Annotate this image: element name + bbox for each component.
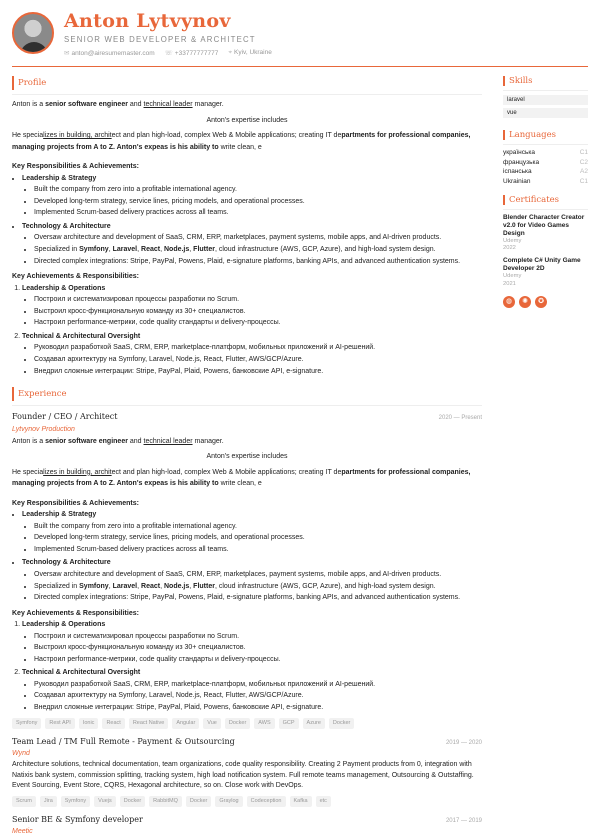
tag: Symfony (12, 718, 41, 729)
job-entry (12, 813, 482, 838)
tag: Codeception (247, 796, 286, 807)
list-item: • Выстроил кросс-функциональную команду из 30+ специалистов. (34, 642, 482, 654)
certificates-heading: Certificates (503, 195, 588, 205)
list-item: • Создавал архитектуру на Symfony, Laravel, Node.js, React, Flutter, AWS/GCP/Azure. (34, 354, 482, 366)
tag: Docker (120, 796, 145, 807)
tag: Docker (329, 718, 354, 729)
pin-icon: ⌖ (228, 49, 233, 56)
list-item: • Specialized in Symfony, Laravel, React, Node.js, Flutter, cloud infrastructure (AWS, GCP, Azure), and high-load system design. (34, 244, 482, 256)
list-item: • Внедрил сложные интеграции: Stripe, PayPal, Plaid, Powens, банковские API, e-signature. (34, 366, 482, 378)
divider (503, 209, 588, 210)
technical-leader-link[interactable]: technical leader (143, 101, 193, 109)
language-item: українська C1 (503, 149, 588, 156)
job-title: Founder / CEO / Architect (12, 412, 118, 422)
tag: React (102, 718, 124, 729)
job-dates: 2020 — Present (438, 415, 482, 422)
job-intro: Anton is a senior software engineer and technical leader manager. (12, 437, 224, 445)
contact-row (64, 49, 272, 57)
company-name: Lytvynov Production (12, 425, 75, 433)
divider (12, 405, 482, 406)
skill-item: laravel (503, 95, 588, 105)
phone-icon: ☏ (164, 50, 173, 57)
tag: Azure (303, 718, 325, 729)
key-responsibilities-heading: Key Responsibilities & Achievements: (12, 163, 139, 171)
tag: Vue (203, 718, 221, 729)
divider (503, 90, 588, 91)
list-item: • Oversaw architecture and development of SaaS, CRM, ERP, marketplaces, payment systems, mobile apps, and AI-driven products. (34, 569, 482, 581)
list-item: • Developed long-term strategy, service lines, pricing models, and operational processes. (34, 196, 482, 208)
job-title: Senior BE & Symfony developer (12, 814, 143, 824)
divider (12, 94, 482, 95)
languages-heading: Languages (503, 130, 588, 140)
social-links (503, 296, 588, 308)
list-item: • Built the company from zero into a profitable international agency. (34, 521, 482, 533)
skill-item: vue (503, 108, 588, 118)
list-item: • Specialized in Symfony, Laravel, React, Node.js, Flutter, cloud infrastructure (AWS, GCP, Azure), and high-load system design. (34, 581, 482, 593)
tag: GCP (279, 718, 299, 729)
dribbble-icon[interactable]: ✺ (519, 296, 531, 308)
email-contact[interactable]: ✉ anton@airesumemaster.com (64, 50, 155, 57)
person-name: Anton Lytvynov (64, 10, 231, 32)
globe-icon[interactable]: ◍ (503, 296, 515, 308)
tech-tags (12, 796, 482, 807)
list-item: • Настроил performance-метрики, code quality стандарты и delivery-процессы. (34, 317, 482, 329)
tag: Rest API (45, 718, 74, 729)
job-dates: 2017 — 2019 (445, 817, 482, 824)
list-item: • Directed complex integrations: Stripe, PayPal, Powens, Plaid, e-signature platforms, banking APIs, and advanced authentication systems. (34, 256, 482, 268)
list-item: • Implemented Scrum-based delivery practices across all teams. (34, 544, 482, 556)
list-item: • Руководил разработкой SaaS, CRM, ERP, marketplace-платформ, мобильных приложений и AI-решений. (34, 342, 482, 354)
profile-paragraph: He specializes in building, architect and plan high-load, complex Web & Mobile applications; creating IT departments for professional companies, managing projects from A to Z. Anton's expeas is his ability to write clean, e (12, 132, 471, 151)
tech-tags (12, 718, 482, 729)
list-item: • Implemented Scrum-based delivery practices across all teams. (34, 207, 482, 219)
tag: Docker (186, 796, 211, 807)
company-name: Meetic (12, 828, 33, 836)
divider (503, 144, 588, 145)
sidebar (503, 76, 588, 308)
profile-heading: Profile (12, 76, 482, 90)
list-item: • Создавал архитектуру на Symfony, Laravel, Node.js, React, Flutter, AWS/GCP/Azure. (34, 690, 482, 702)
github-icon[interactable]: ✪ (535, 296, 547, 308)
profile-intro: Anton is a senior software engineer and technical leader manager. (12, 101, 224, 109)
location-contact: ⌖ Kyiv, Ukraine (228, 49, 272, 56)
tag: React Native (129, 718, 169, 729)
tag: etc (316, 796, 331, 807)
list-item: • Построил и систематизировал процессы разработки по Scrum. (34, 294, 482, 306)
job-dates: 2019 — 2020 (445, 739, 482, 746)
certificate-item: Complete C# Unity Game Developer 2D Udemy 2021 (503, 256, 581, 287)
list-item: • Руководил разработкой SaaS, CRM, ERP, marketplace-платформ, мобильных приложений и AI-решений. (34, 679, 482, 691)
main-column (12, 76, 482, 838)
avatar (12, 12, 54, 54)
certificate-item: Blender Character Creator v2.0 for Video Games Design Udemy 2022 (503, 213, 585, 252)
tag: Jira (40, 796, 57, 807)
tag: Ionic (79, 718, 99, 729)
resume-header (12, 0, 588, 67)
language-item: Ukrainian C1 (503, 177, 588, 185)
person-role: SENIOR WEB DEVELOPER & ARCHITECT (64, 35, 256, 44)
tag: Kafka (290, 796, 312, 807)
list-item: • Построил и систематизировал процессы разработки по Scrum. (34, 631, 482, 643)
responsibilities-list: • Leadership & Strategy • Built the company from zero into a profitable international agency. • Developed long-term strategy, service lines, pricing models, and operational processes. • Implemented Scrum-based delivery practices across all teams. • Technology & Architecture • Oversaw architecture and development of SaaS, CRM, ERP, marketplaces, payment systems, mobile apps, and AI-driven products. • Specialized in Symfony, Laravel, React, Node.js, Flutter, cloud infrastructure (AWS, GCP, Azure), and high-load system design. • Directed complex integrations: Stripe, PayPal, Powens, Plaid, e-signature platforms, banking APIs, and advanced authentication systems. (12, 173, 482, 267)
tag: Vuejs (94, 796, 116, 807)
tag: Graylog (215, 796, 242, 807)
language-item: французька C2 (503, 158, 588, 166)
tag: Symfony (61, 796, 90, 807)
list-item: • Выстроил кросс-функциональную команду из 30+ специалистов. (34, 306, 482, 318)
company-name: Wynd (12, 750, 30, 758)
list-item: • Внедрил сложные интеграции: Stripe, PayPal, Plaid, Powens, банковские API, e-signature. (34, 702, 482, 714)
phone-contact[interactable]: ☏ +33777777777 (164, 50, 219, 57)
tag: RabbitMQ (149, 796, 182, 807)
mail-icon: ✉ (64, 50, 70, 57)
skills-heading: Skills (503, 76, 588, 86)
list-item: • Built the company from zero into a profitable international agency. (34, 184, 482, 196)
list-item: • Настроил performance-метрики, code quality стандарты и delivery-процессы. (34, 654, 482, 666)
key-achievements-heading: Key Achievements & Responsibilities: (12, 273, 139, 281)
language-item: іспанська A2 (503, 168, 588, 175)
job-title: Team Lead / TM Full Remote - Payment & Outsourcing (12, 736, 235, 746)
expertise-line: Anton's expertise includes (206, 116, 288, 124)
job-entry: Founder / CEO / Architect 2020 — Present Lytvynov Production Anton is a senior software engineer and technical leader manager. Anton's expertise includes He specializes in building, architect and plan high-load, complex Web & Mobile applications; creating IT departments for professional companies, managing projects from A to Z. Anton's expeas is his ability to write clean, e Key Responsibilities & Achievements: • Leadership & Strategy • Built the company from zero into a profitable international agency. • Developed long-term strategy, service lines, pricing models, and operational processes. • Implemented Scrum-based delivery practices across all teams. • Technology & Architecture • Oversaw architecture and development of SaaS, CRM, ERP, marketplaces, payment systems, mobile apps, and AI-driven products. • Specialized in Symfony, Laravel, React, Node.js, Flutter, cloud infrastructure (AWS, GCP, Azure), and high-load system design. • Directed complex integrations: Stripe, PayPal, Powens, Plaid, e-signature platforms, banking APIs, and advanced authentication systems. Key Achievements & Responsibilities: 1. Leadership & Operations • Построил и систематизировал процессы разработки по Scrum. • Выстроил кросс-функциональную команду из 30+ специалистов. • Настроил performance-метрики, code quality стандарты и delivery-процессы. 2. Technical & Architectural Oversight • Руководил разработкой SaaS, CRM, ERP, marketplace-платформ, мобильных приложений и AI-решений. • Создавал архитектуру на Symfony, Laravel, Node.js, React, Flutter, AWS/GCP/Azure. • Внедрил сложные интеграции: Stripe, PayPal, Plaid, Powens, банковские API, e-signature. Symfony Rest API Ionic React React Native Angular Vue Docker AWS GCP Azure Docker (12, 410, 482, 729)
tag: Scrum (12, 796, 36, 807)
tag: Angular (172, 718, 199, 729)
experience-heading: Experience (12, 387, 482, 401)
job-paragraph: He specializes in building, architect and plan high-load, complex Web & Mobile applications; creating IT departments for professional companies, managing projects from A to Z. Anton's expeas is his ability to write clean, e (12, 468, 471, 488)
list-item: • Directed complex integrations: Stripe, PayPal, Powens, Plaid, e-signature platforms, banking APIs, and advanced authentication systems. (34, 592, 482, 604)
list-item: • Oversaw architecture and development of SaaS, CRM, ERP, marketplaces, payment systems, mobile apps, and AI-driven products. (34, 232, 482, 244)
list-item: • Developed long-term strategy, service lines, pricing models, and operational processes. (34, 532, 482, 544)
tag: Docker (225, 718, 250, 729)
job-entry (12, 735, 482, 807)
tag: AWS (254, 718, 274, 729)
job-description: Architecture solutions, technical documentation, team organizations, code quality responsibility. Creating 2 Payment products from 0, integration with Natixis bank system, commission splitting, tracking system, high load notification system. Full remote teams management, Outsourcing & Outstaffing. Event Sourcing, Event Store, CQRS, Hexagonal architecture, so on. Close work with DevOps. (12, 761, 474, 790)
achievements-list: 1. Leadership & Operations • Построил и систематизировал процессы разработки по Scrum. • Выстроил кросс-функциональную команду из 30+ специалистов. • Настроил performance-метрики, code quality стандарты и delivery-процессы. 2. Technical & Architectural Oversight • Руководил разработкой SaaS, CRM, ERP, marketplace-платформ, мобильных приложений и AI-решений. • Создавал архитектуру на Symfony, Laravel, Node.js, React, Flutter, AWS/GCP/Azure. • Внедрил сложные интеграции: Stripe, PayPal, Plaid, Powens, банковские API, e-signature. (12, 283, 482, 377)
